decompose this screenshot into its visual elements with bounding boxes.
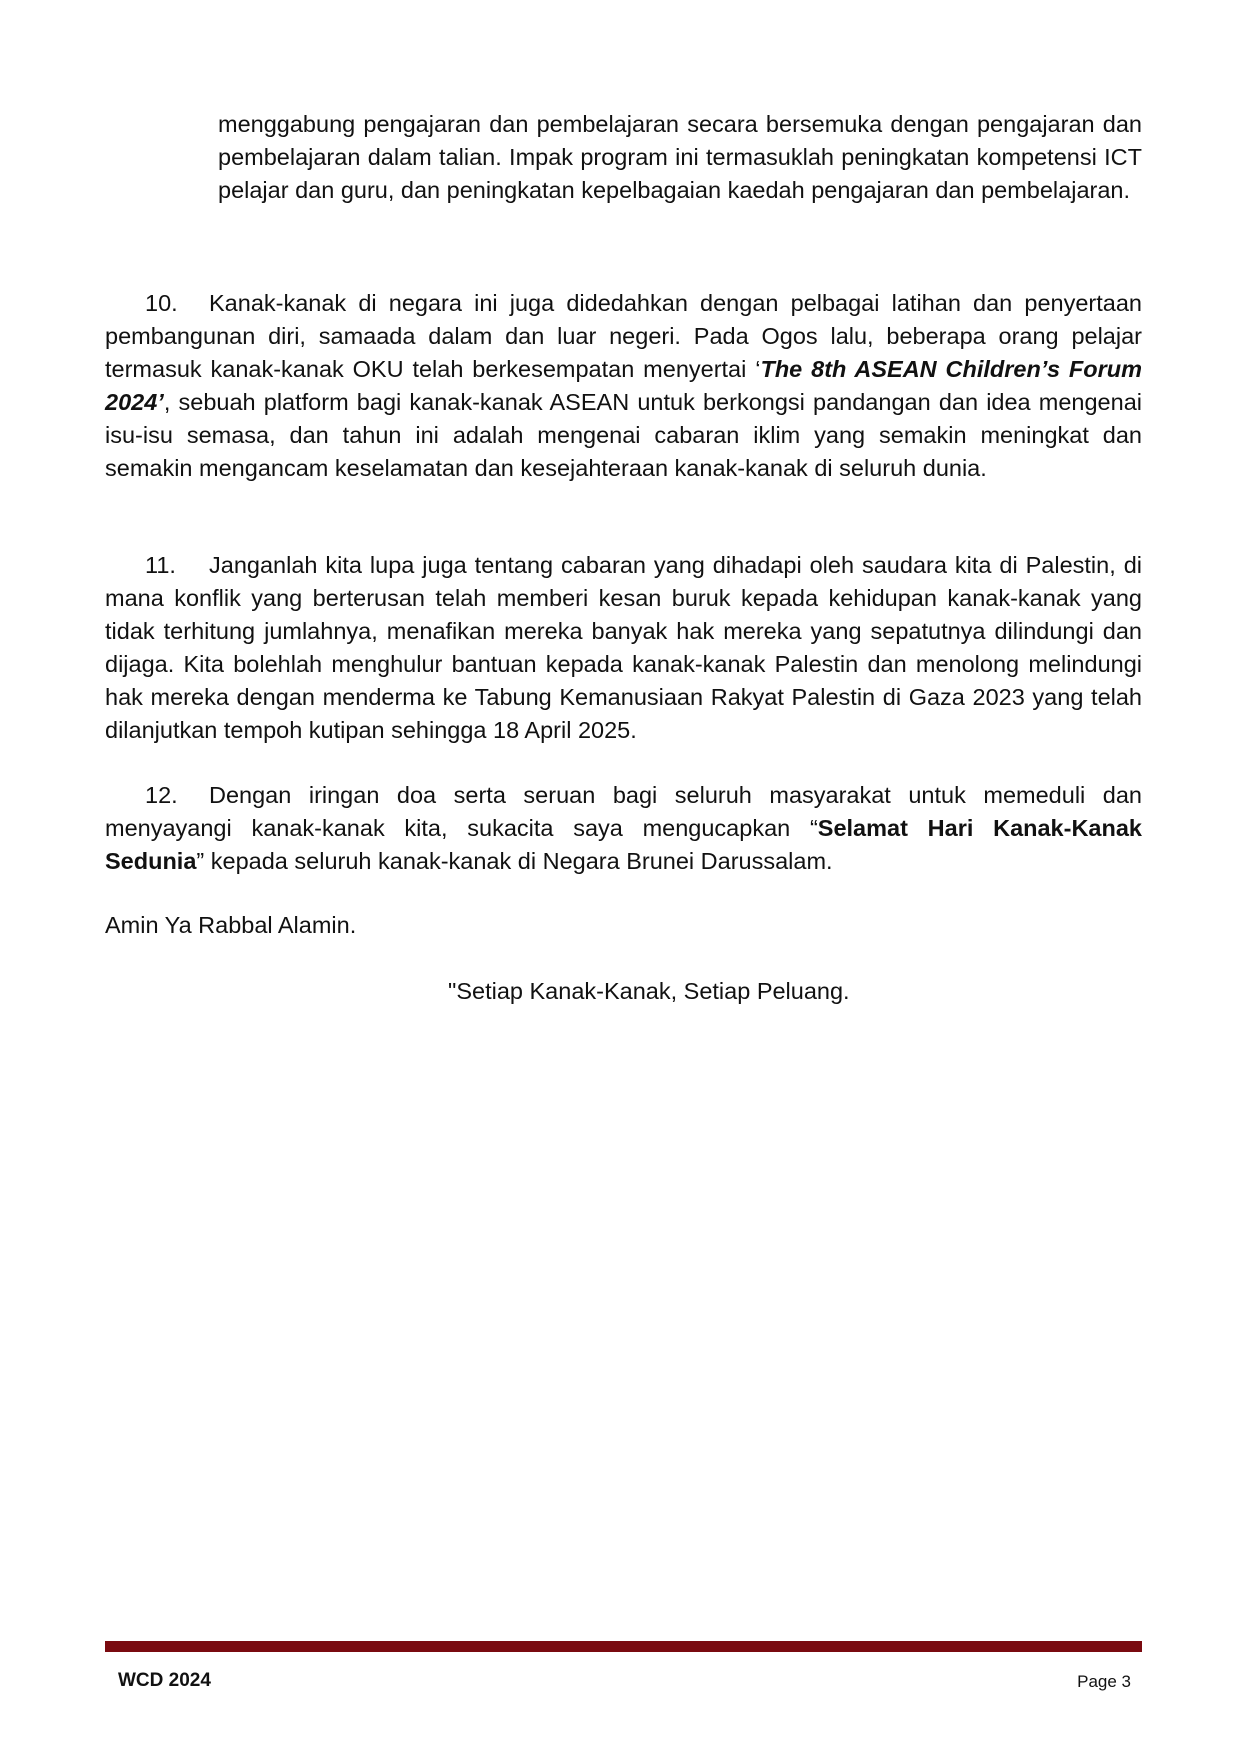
footer-rule — [105, 1641, 1142, 1652]
paragraph-number: 11. — [145, 552, 176, 578]
page-number: Page 3 — [1077, 1672, 1131, 1691]
closing-line: Amin Ya Rabbal Alamin. — [105, 912, 357, 938]
greeting-emphasis: Selamat Hari Kanak-Kanak Sedunia — [105, 815, 1142, 874]
forum-title: The 8th ASEAN Children’s Forum 2024’ — [105, 356, 1143, 415]
paragraph-text: , sebuah platform bagi kanak-kanak ASEAN untuk berkongsi pandangan dan idea mengenai isu-isu semasa, dan tahun ini adalah mengenai cabaran iklim yang semakin meningkat dan semakin mengancam keselamatan dan kesejahteraan kanak-kanak di seluruh dunia. — [105, 389, 1142, 481]
tagline: "Setiap Kanak-Kanak, Setiap Peluang. — [448, 978, 850, 1004]
footer-title: WCD 2024 — [118, 1670, 211, 1691]
paragraph-11 — [105, 549, 1142, 747]
continuation-text: menggabung pengajaran dan pembelajaran secara bersemuka dengan pengajaran dan pembelajaran dalam talian. Impak program ini termasuklah peningkatan kompetensi ICT pelajar dan guru, dan peningkatan kepelbagaian kaedah pengajaran dan pembelajaran. — [218, 111, 1142, 203]
paragraph-12 — [105, 779, 1142, 878]
paragraph-number: 10. — [145, 290, 178, 316]
paragraph-10 — [105, 287, 1142, 485]
paragraph-text: ” kepada seluruh kanak-kanak di Negara Brunei Darussalam. — [196, 848, 833, 874]
continuation-paragraph — [218, 108, 1142, 207]
paragraph-text: Dengan iringan doa serta seruan bagi seluruh masyarakat untuk memeduli dan menyayangi kanak-kanak kita, sukacita saya mengucapkan “ — [105, 782, 1142, 841]
paragraph-text: Kanak-kanak di negara ini juga didedahkan dengan pelbagai latihan dan penyertaan pembangunan diri, samaada dalam dan luar negeri. Pada Ogos lalu, beberapa orang pelajar termasuk kanak-kanak OKU telah berkesempatan menyertai ‘ — [105, 290, 1142, 382]
paragraph-text: Janganlah kita lupa juga tentang cabaran yang dihadapi oleh saudara kita di Palestin, di mana konflik yang berterusan telah memberi kesan buruk kepada kehidupan kanak-kanak yang tidak terhitung jumlahnya, menafikan mereka banyak hak mereka yang sepatutnya dilindungi dan dijaga. Kita bolehlah menghulur bantuan kepada kanak-kanak Palestin dan menolong melindungi hak mereka dengan menderma ke Tabung Kemanusiaan Rakyat Palestin di Gaza 2023 yang telah dilanjutkan tempoh kutipan sehingga 18 April 2025. — [105, 552, 1142, 743]
paragraph-number: 12. — [145, 782, 178, 808]
